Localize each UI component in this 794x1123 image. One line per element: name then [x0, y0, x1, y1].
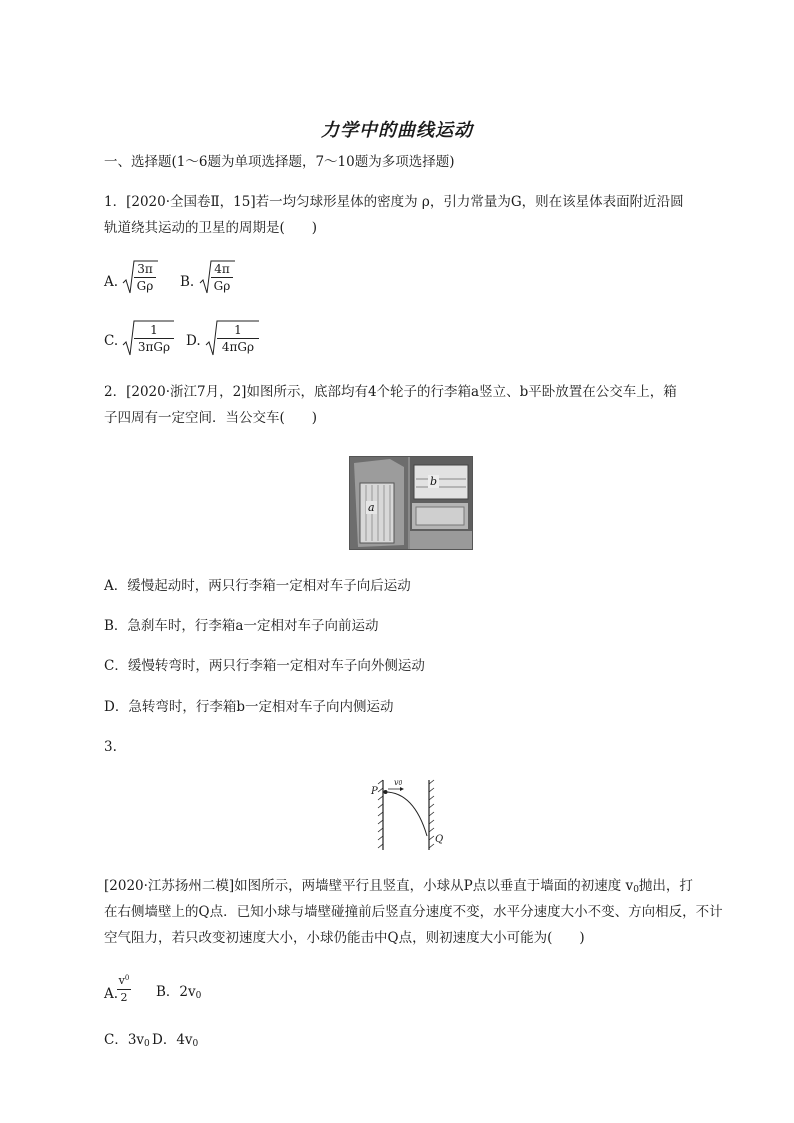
velocity-arrow-icon — [400, 787, 404, 791]
q1-option-c-denominator: 3πGρ — [137, 340, 171, 354]
q1-option-a-sqrt — [122, 259, 158, 295]
q2-stem-line2: 子四周有一定空间．当公交车( ) — [104, 410, 318, 426]
fig-label-q: Q — [435, 834, 444, 845]
q2-option-d: D．急转弯时，行李箱b一定相对车子向内侧运动 — [104, 699, 394, 715]
q3-option-d: D．$4v_0$ — [152, 1032, 199, 1049]
q3-option-a-label: A. — [104, 986, 119, 1002]
q1-option-c-numerator: 1 — [150, 323, 158, 337]
q3-number: 3. — [104, 739, 117, 755]
q2-option-b: B．急刹车时，行李箱a一定相对车子向前运动 — [104, 618, 379, 634]
page-title: 力学中的曲线运动 — [321, 120, 473, 141]
luggage-photo — [349, 456, 473, 550]
q1-option-d-sqrt — [205, 319, 259, 357]
q1-option-a-denominator: Gρ — [136, 279, 154, 293]
q1-option-a-label: A. — [104, 274, 119, 290]
q3-wall-figure — [366, 778, 446, 854]
q3-stem-line2: 在右侧墙壁上的Q点．已知小球与墙壁碰撞前后竖直分速度不变，水平分速度大小不变、方向相反，不计 — [104, 904, 723, 920]
q3-stem-line3: 空气阻力，若只改变初速度大小，小球仍能击中Q点，则初速度大小可能为( ) — [104, 930, 585, 946]
q3-option-a-fraction: $v^0$ 2 — [118, 974, 130, 1004]
parallel-walls-diagram — [366, 778, 446, 854]
q1-option-a-numerator: 3π — [137, 262, 153, 276]
q1-option-d-numerator: 1 — [234, 323, 242, 337]
section-heading: 一、选择题(1～6题为单项选择题，7～10题为多项选择题) — [104, 154, 455, 170]
q3-option-c: C．$3v_0$ — [104, 1032, 150, 1049]
photo-label-a: a — [368, 501, 375, 514]
fig-label-p: P — [371, 786, 378, 797]
q1-option-c-label: C. — [104, 333, 119, 349]
q2-option-a: A．缓慢起动时，两只行李箱一定相对车子向后运动 — [104, 578, 411, 594]
q1-stem-line2: 轨道绕其运动的卫星的周期是( ) — [104, 220, 318, 236]
q3-stem-line1: [2020·江苏扬州二模]如图所示，两墙壁平行且竖直，小球从P点以垂直于墙面的初速度 $v_0$抛出，打 — [104, 878, 693, 895]
q1-option-d-denominator: 4πGρ — [221, 340, 255, 354]
q2-option-c: C．缓慢转弯时，两只行李箱一定相对车子向外侧运动 — [104, 658, 425, 674]
q1-option-d-label: D. — [186, 333, 201, 349]
q1-option-b-label: B. — [180, 274, 195, 290]
photo-label-b: b — [430, 475, 438, 488]
q3-option-b: B．$2v_0$ — [156, 984, 202, 1001]
fig-label-v-sub: 0 — [398, 780, 403, 787]
q1-stem-line1: 1．[2020·全国卷Ⅱ，15]若一均匀球形星体的密度为 ρ，引力常量为G，则在该星体表面附近沿圆 — [104, 194, 684, 210]
q1-option-c-sqrt — [122, 319, 174, 357]
ball-marker — [384, 790, 388, 794]
q1-option-b-denominator: Gρ — [213, 279, 231, 293]
q2-stem-line1: 2．[2020·浙江7月，2]如图所示，底部均有4个轮子的行李箱a竖立、b平卧放置在公交车上，箱 — [104, 384, 677, 400]
q1-option-b-sqrt — [199, 259, 235, 295]
q1-option-b-numerator: 4π — [214, 262, 230, 276]
fig-label-v: v — [394, 778, 399, 787]
